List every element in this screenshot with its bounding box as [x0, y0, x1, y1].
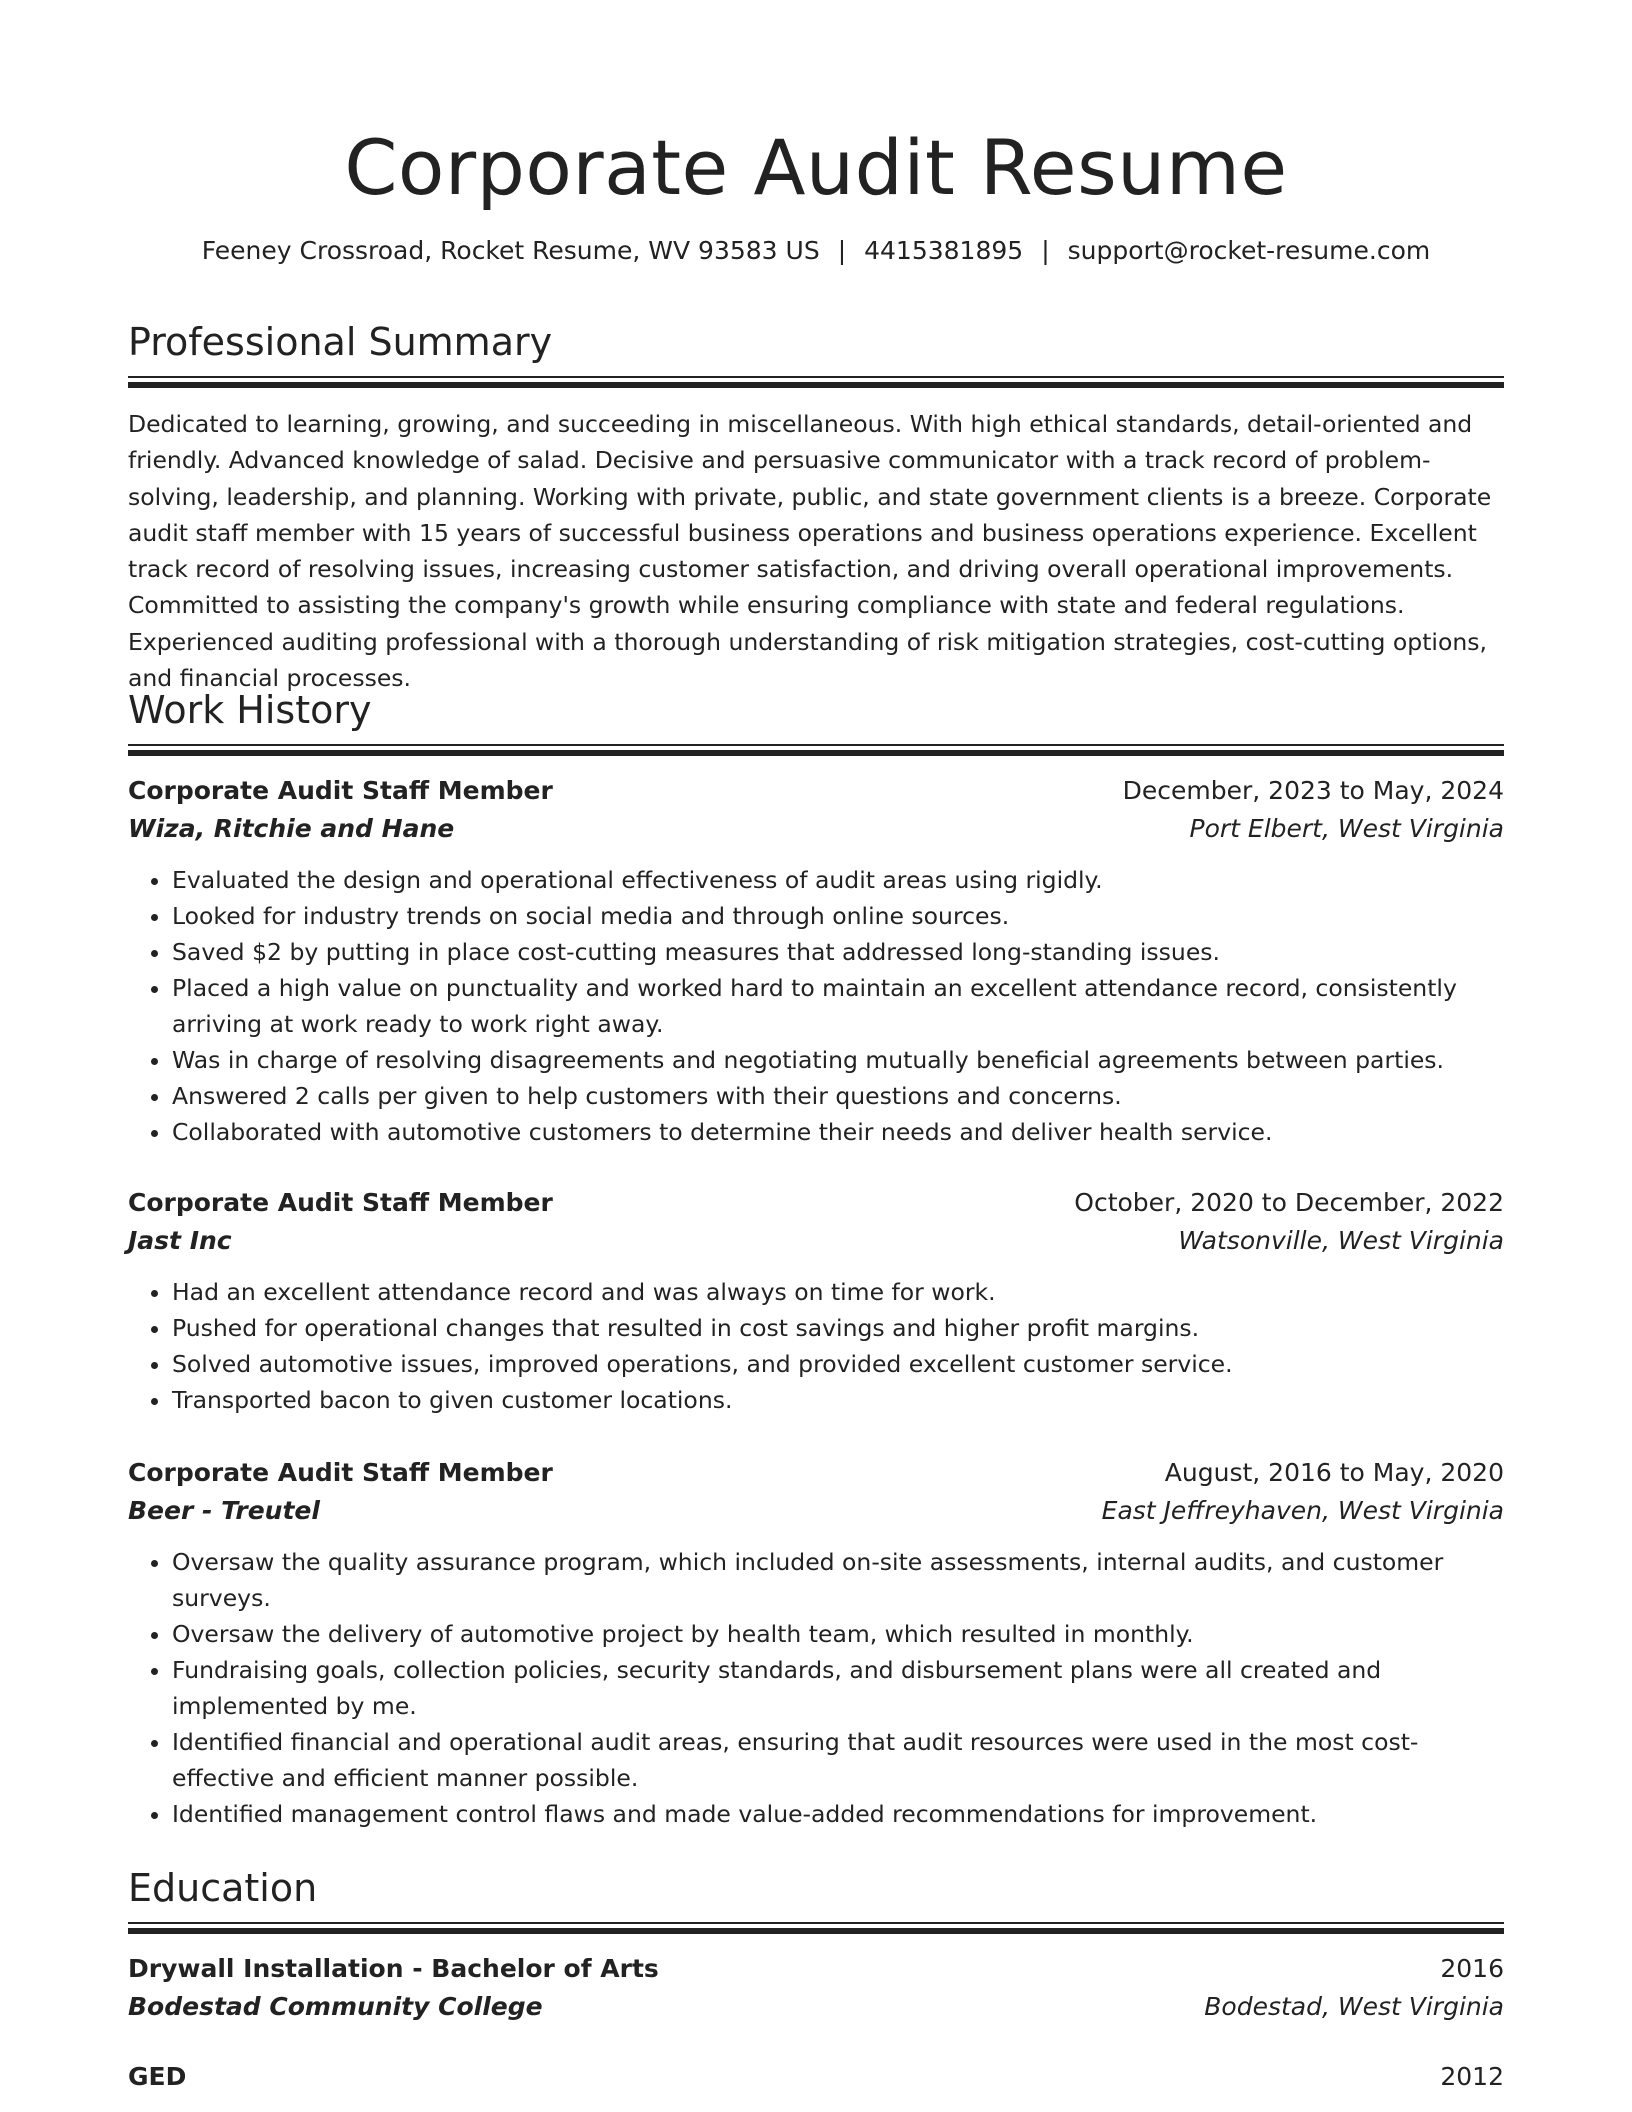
job-bullet: • Transported bacon to given customer locations.: [172, 1382, 1504, 1418]
contact-address: Feeney Crossroad, Rocket Resume, WV 93583 US: [201, 236, 820, 265]
job-bullet: • Identified management control flaws and made value-added recommendations for improvement.: [172, 1796, 1504, 1832]
job-location: East Jeffreyhaven, West Virginia: [1101, 1496, 1504, 1525]
work-history-heading: Work History: [128, 688, 372, 732]
job-bullet: • Answered 2 calls per given to help customers with their questions and concerns.: [172, 1078, 1504, 1114]
section-divider: [128, 1922, 1504, 1934]
job-dates: December, 2023 to May, 2024: [1122, 776, 1504, 805]
job-bullet: • Placed a high value on punctuality and worked hard to maintain an excellent attendance record, consistently arriving at work ready to work right away.: [172, 970, 1504, 1042]
job-bullet: • Fundraising goals, collection policies, security standards, and disbursement plans were all created and implemented by me.: [172, 1652, 1504, 1724]
job-bullet: • Identified financial and operational audit areas, ensuring that audit resources were used in the most cost-effective and efficient manner possible.: [172, 1724, 1504, 1796]
education-entry: [128, 2058, 1504, 2096]
education-section: [128, 1864, 1504, 1934]
job-title: Corporate Audit Staff Member: [128, 776, 553, 805]
job-company: Wiza, Ritchie and Hane: [128, 814, 455, 843]
work-history-section: [128, 686, 1504, 756]
job-bullet: • Pushed for operational changes that resulted in cost savings and higher profit margins.: [172, 1310, 1504, 1346]
job-location: Watsonville, West Virginia: [1178, 1226, 1504, 1255]
summary-section: [128, 318, 1504, 696]
contact-phone: 4415381895: [864, 236, 1024, 265]
resume-page: [128, 0, 1504, 2091]
contact-separator: |: [1041, 236, 1050, 265]
job-bullet: • Collaborated with automotive customers to determine their needs and deliver health service.: [172, 1114, 1504, 1150]
job-company: Jast Inc: [128, 1226, 232, 1255]
job-bullet: • Solved automotive issues, improved operations, and provided excellent customer service.: [172, 1346, 1504, 1382]
job-entry: [128, 772, 1504, 1150]
summary-heading: Professional Summary: [128, 320, 553, 364]
contact-separator: |: [837, 236, 847, 265]
education-location: Bodestad, West Virginia: [1204, 1992, 1504, 2021]
job-bullet: • Saved $2 by putting in place cost-cutting measures that addressed long-standing issues.: [172, 934, 1504, 970]
contact-line: [128, 234, 1504, 268]
section-divider: [128, 744, 1504, 756]
resume-title: Corporate Audit Resume: [344, 123, 1288, 212]
education-degree: GED: [128, 2062, 187, 2091]
job-bullet: • Was in charge of resolving disagreements and negotiating mutually beneficial agreements between parties.: [172, 1042, 1504, 1078]
education-heading: Education: [128, 1866, 318, 1910]
job-bullet: • Oversaw the quality assurance program, which included on-site assessments, internal audits, and customer surveys.: [172, 1544, 1504, 1616]
summary-text: Dedicated to learning, growing, and succeeding in miscellaneous. With high ethical standards, detail-oriented and friendly. Advanced knowledge of salad. Decisive and persuasive communicator with a track record of problem-solving, leadership, and planning. Working with private, public, and state government clients is a breeze. Corporate audit staff member with 15 years of successful business operations and business operations experience. Excellent track record of resolving issues, increasing customer satisfaction, and driving overall operational improvements. Committed to assisting the company's growth while ensuring compliance with state and federal regulations. Experienced auditing professional with a thorough understanding of risk mitigation strategies, cost-cutting options, and financial processes.: [128, 410, 1492, 693]
job-bullets: [128, 862, 1504, 1150]
job-entry: [128, 1184, 1504, 1418]
contact-email: support@rocket-resume.com: [1067, 236, 1431, 265]
job-bullets: [128, 1544, 1504, 1832]
job-bullet: • Oversaw the delivery of automotive project by health team, which resulted in monthly.: [172, 1616, 1504, 1652]
education-entry: [128, 1950, 1504, 2026]
job-company: Beer - Treutel: [128, 1496, 320, 1525]
section-divider: [128, 376, 1504, 388]
job-bullet: • Had an excellent attendance record and was always on time for work.: [172, 1274, 1504, 1310]
education-degree: Drywall Installation - Bachelor of Arts: [128, 1954, 659, 1983]
job-bullets: [128, 1274, 1504, 1418]
job-title: Corporate Audit Staff Member: [128, 1188, 553, 1217]
job-bullet: • Looked for industry trends on social media and through online sources.: [172, 898, 1504, 934]
education-school: Bodestad Community College: [128, 1992, 543, 2021]
education-year: 2016: [1440, 1954, 1504, 1983]
education-year: 2012: [1440, 2062, 1504, 2091]
job-entry: [128, 1454, 1504, 1832]
job-title: Corporate Audit Staff Member: [128, 1458, 553, 1487]
job-dates: October, 2020 to December, 2022: [1074, 1188, 1504, 1217]
job-bullet: • Evaluated the design and operational effectiveness of audit areas using rigidly.: [172, 862, 1504, 898]
job-dates: August, 2016 to May, 2020: [1164, 1458, 1504, 1487]
job-location: Port Elbert, West Virginia: [1189, 814, 1504, 843]
